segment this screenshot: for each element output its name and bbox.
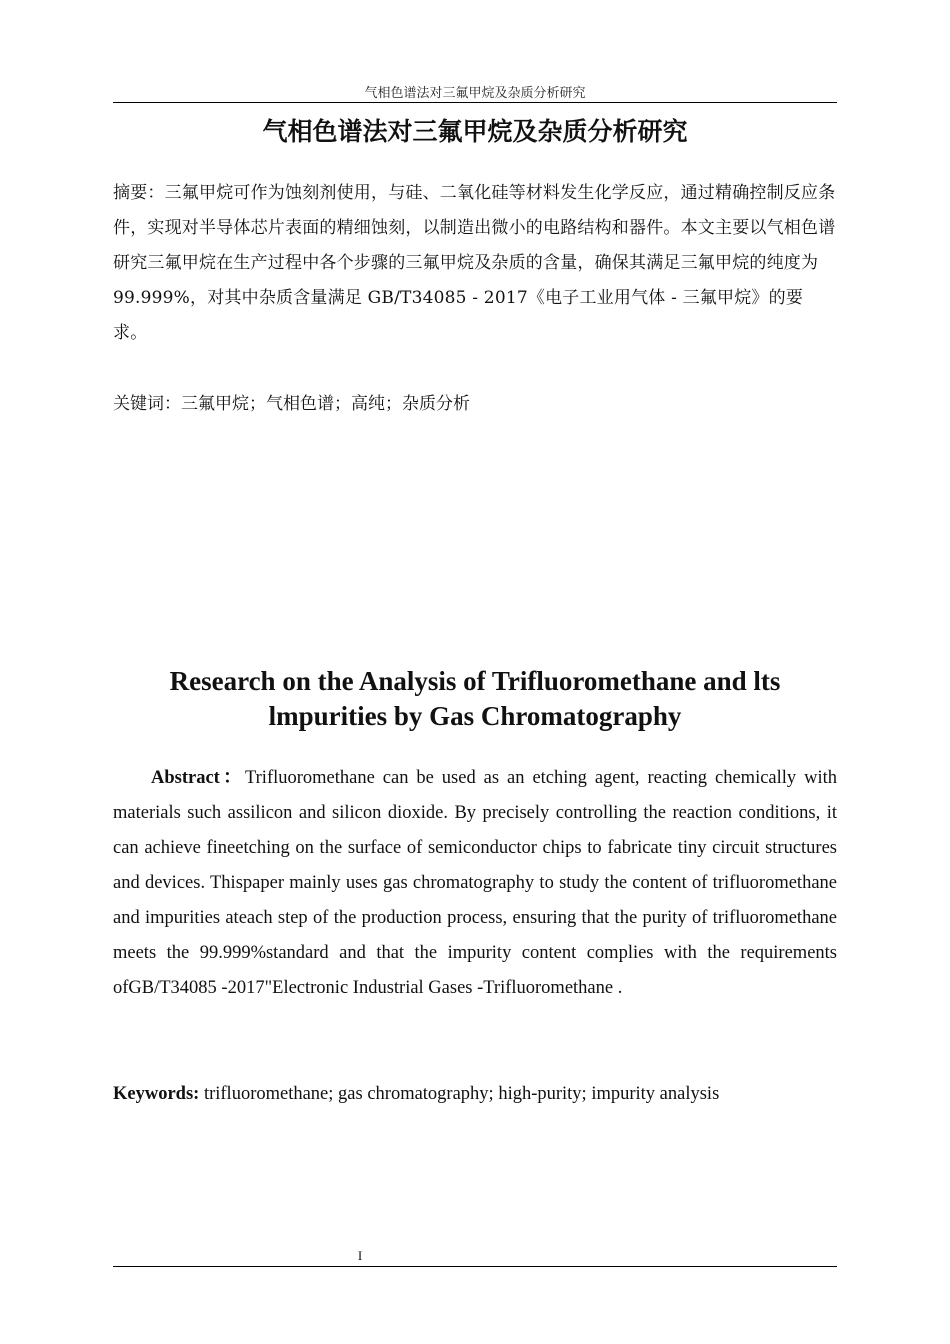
header-rule	[113, 102, 837, 103]
english-keywords-text: trifluoromethane; gas chromatography; high-purity; impurity analysis	[203, 1084, 720, 1104]
chinese-abstract-text: 三氟甲烷可作为蚀刻剂使用，与硅、二氧化硅等材料发生化学反应，通过精确控制反应条件，实现对半导体芯片表面的精细蚀刻，以制造出微小的电路结构和器件。本文主要以气相色谱研究三氟甲烷在生产过程中各个步骤的三氟甲烷及杂质的含量，确保其满足三氟甲烷的纯度为99.999%，对其中杂质含量满足 GB/T34085 - 2017《电子工业用气体 - 三氟甲烷》的要求。	[113, 183, 836, 343]
english-keywords	[113, 1078, 837, 1110]
english-abstract	[113, 761, 837, 1006]
chinese-keywords-label: 关键词：	[113, 394, 181, 414]
footer-rule	[113, 1266, 837, 1267]
chinese-abstract-label: 摘要：	[113, 183, 165, 203]
chinese-keywords-text: 三氟甲烷；气相色谱；高纯；杂质分析	[181, 394, 470, 414]
english-abstract-label: Abstract：	[151, 768, 245, 788]
chinese-abstract	[113, 176, 837, 351]
english-abstract-text: Trifluoromethane can be used as an etching agent, reacting chemically with materials such assilicon and silicon dioxide. By precisely controlling the reaction conditions, it can achieve fineetching on the surface of semiconductor chips to fabricate tiny circuit structures and devices. Thispaper mainly uses gas chromatography to study the content of trifluoromethane and impurities ateach step of the production process, ensuring that the purity of trifluoromethane meets the 99.999%standard and that the impurity content complies with the requirements ofGB/T34085 -2017"Electronic Industrial Gases -Trifluoromethane .	[113, 768, 838, 998]
english-keywords-label: Keywords:	[113, 1084, 200, 1104]
chinese-keywords	[113, 388, 837, 420]
running-header: 气相色谱法对三氟甲烷及杂质分析研究	[364, 85, 586, 100]
english-title: Research on the Analysis of Trifluoromethane and lts lmpurities by Gas Chromatography	[169, 666, 781, 731]
chinese-title: 气相色谱法对三氟甲烷及杂质分析研究	[262, 117, 688, 146]
page-number: I	[357, 1248, 363, 1263]
